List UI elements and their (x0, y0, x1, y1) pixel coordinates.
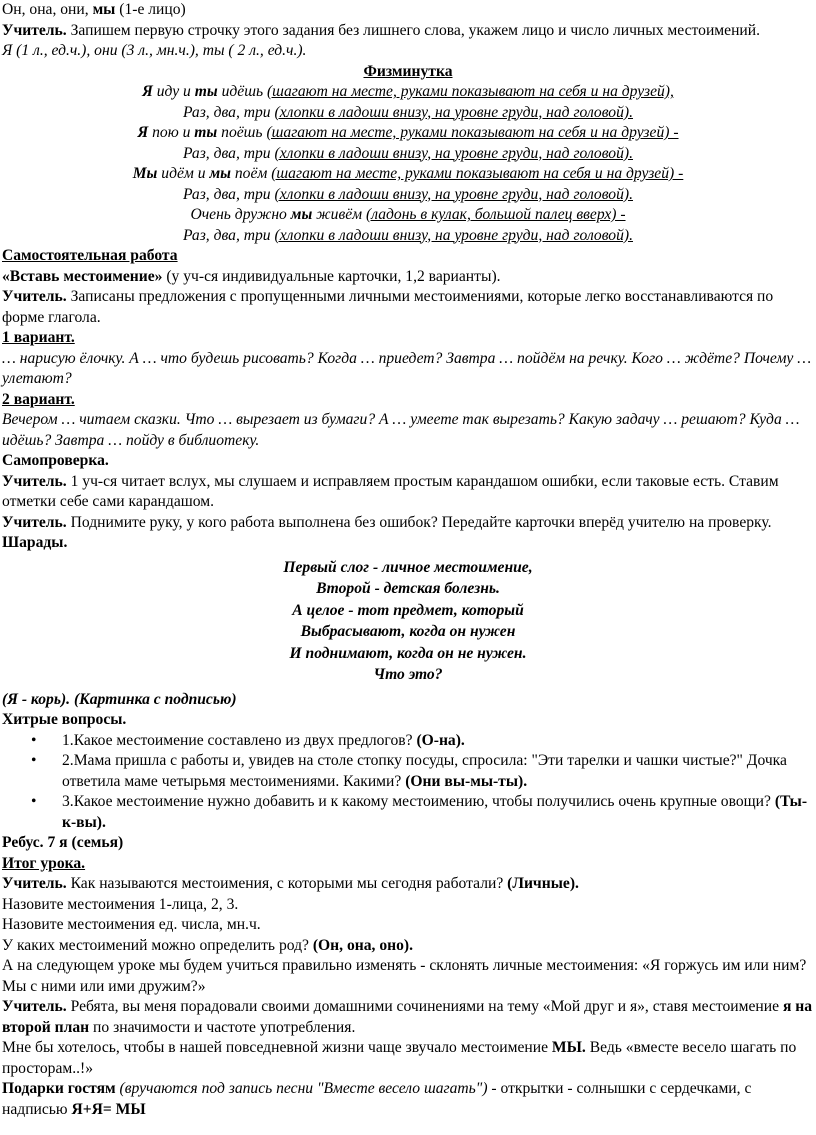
closing-paragraph: Мне бы хотелось, чтобы в нашей повседневной жизни чаще звучало местоимение МЫ. Ведь «вместе весело шагать по просторам..!» (2, 1039, 797, 1077)
charade-line: Выбрасывают, когда он нужен (300, 623, 516, 640)
next-lesson-paragraph: А на следующем уроке мы будем учиться правильно изменять - склонять личные местоимения: «Я горжусь им или ним? Мы с ними или ими дружим?» (2, 957, 807, 995)
list-item: • 1.Какое местоимение составлено из двух предлогов? (О-на). (62, 731, 814, 752)
fiz-line-8: Раз, два, три (хлопки в ладоши внизу, на уровне груди, над головой). (183, 226, 633, 244)
tricky-questions-title: Хитрые вопросы. (2, 711, 127, 728)
charade-line: Второй - детская болезнь. (316, 580, 500, 597)
variant-1-text: … нарисую ёлочку. А … что будешь рисовать? Когда … приедет? Завтра … пойдём на речку. Кого … ждёте? Почему … улетают? (2, 349, 812, 387)
rebus-line: Ребус. 7 я (семья) (2, 834, 124, 851)
charade-line: А целое - тот предмет, который (292, 601, 524, 619)
gifts-paragraph: Подарки гостям (вручаются под запись песни "Вместе весело шагать") - открытки - солнышки с сердечками, с надписью Я+Я= МЫ (2, 1080, 752, 1118)
list-item: • 3.Какое местоимение нужно добавить и к какому местоимению, чтобы получились очень крупные овощи? (Ты-к-вы). (62, 792, 814, 833)
fiz-line-4: Раз, два, три (хлопки в ладоши внизу, на уровне груди, над головой). (183, 144, 633, 162)
fiz-line-7: Очень дружно мы живём (ладонь в кулак, большой палец вверх) - (190, 206, 626, 223)
fiz-line-3: Я пою и ты поёшь (шагают на месте, руками показывают на себя и на друзей) - (137, 124, 679, 141)
summary-question: У каких местоимений можно определить род? (Он, она, оно). (2, 936, 413, 954)
insert-pronoun-line: «Вставь местоимение» (у уч-ся индивидуальные карточки, 1,2 варианты). (2, 267, 501, 285)
charades-title: Шарады. (2, 534, 68, 551)
lesson-summary-title: Итог урока. (2, 854, 86, 872)
charade-line: Первый слог - личное местоимение, (283, 558, 533, 576)
self-check-title: Самопроверка. (2, 452, 109, 469)
fizminutka-title: Физминутка (363, 62, 453, 80)
teacher-paragraph: Учитель. Запишем первую строчку этого задания без лишнего слова, укажем лицо и число личных местоимений. (2, 21, 761, 39)
teacher-paragraph: Учитель. Поднимите руку, у кого работа выполнена без ошибок? Передайте карточки вперёд учителю на проверку. (2, 513, 772, 531)
list-item: • 2.Мама пришла с работы и, увидев на столе стопку посуды, спросила: "Эти тарелки и чашки чистые?" Дочка ответила маме четырьмя местоимениями. Какими? (Они вы-мы-ты). (62, 751, 814, 792)
fiz-line-1: Я иду и ты идёшь (шагают на месте, руками показывают на себя и на друзей), (142, 83, 674, 100)
summary-question: Назовите местоимения 1-лица, 2, 3. (2, 895, 239, 913)
teacher-paragraph: Учитель. Записаны предложения с пропущенными личными местоимениями, которые легко восстанавливаются по форме глагола. (2, 288, 774, 326)
charade-line: Что это? (373, 666, 443, 683)
teacher-paragraph: Учитель. Как называются местоимения, с которыми мы сегодня работали? (Личные). (2, 875, 579, 892)
fiz-line-6: Раз, два, три (хлопки в ладоши внизу, на уровне груди, над головой). (183, 185, 633, 203)
teacher-paragraph: Учитель. Ребята, вы меня порадовали своими домашними сочинениями на тему «Мой друг и я», ставя местоимение я на второй план по значимости и частоте употребления. (2, 998, 813, 1036)
variant-2-text: Вечером … читаем сказки. Что … вырезает из бумаги? А … умеете так вырезать? Какую задачу … решают? Куда … идёшь? Завтра … пойду в библиотеку. (2, 411, 800, 449)
summary-question: Назовите местоимения ед. числа, мн.ч. (2, 916, 261, 933)
fiz-line-5: Мы идём и мы поём (шагают на месте, руками показывают на себя и на друзей) - (132, 165, 684, 182)
teacher-paragraph: Учитель. 1 уч-ся читает вслух, мы слушаем и исправляем простым карандашом ошибки, если таковые есть. Ставим отметки себе сами карандашом. (2, 472, 779, 510)
tricky-questions-list (2, 731, 814, 834)
variant-1-title: 1 вариант. (2, 329, 75, 346)
independent-work-title: Самостоятельная работа (2, 247, 178, 264)
charade-answer: (Я - корь). (Картинка с подписью) (2, 690, 237, 708)
charade-line: И поднимают, когда он не нужен. (289, 644, 527, 662)
variant-2-title: 2 вариант. (2, 390, 75, 408)
intro-line: Он, она, они, мы (1-е лицо) (2, 1, 186, 18)
fiz-line-2: Раз, два, три (хлопки в ладоши внизу, на уровне груди, над головой). (183, 103, 633, 121)
pronoun-answer: Я (1 л., ед.ч.), они (3 л., мн.ч.), ты ( 2 л., ед.ч.). (2, 42, 307, 59)
